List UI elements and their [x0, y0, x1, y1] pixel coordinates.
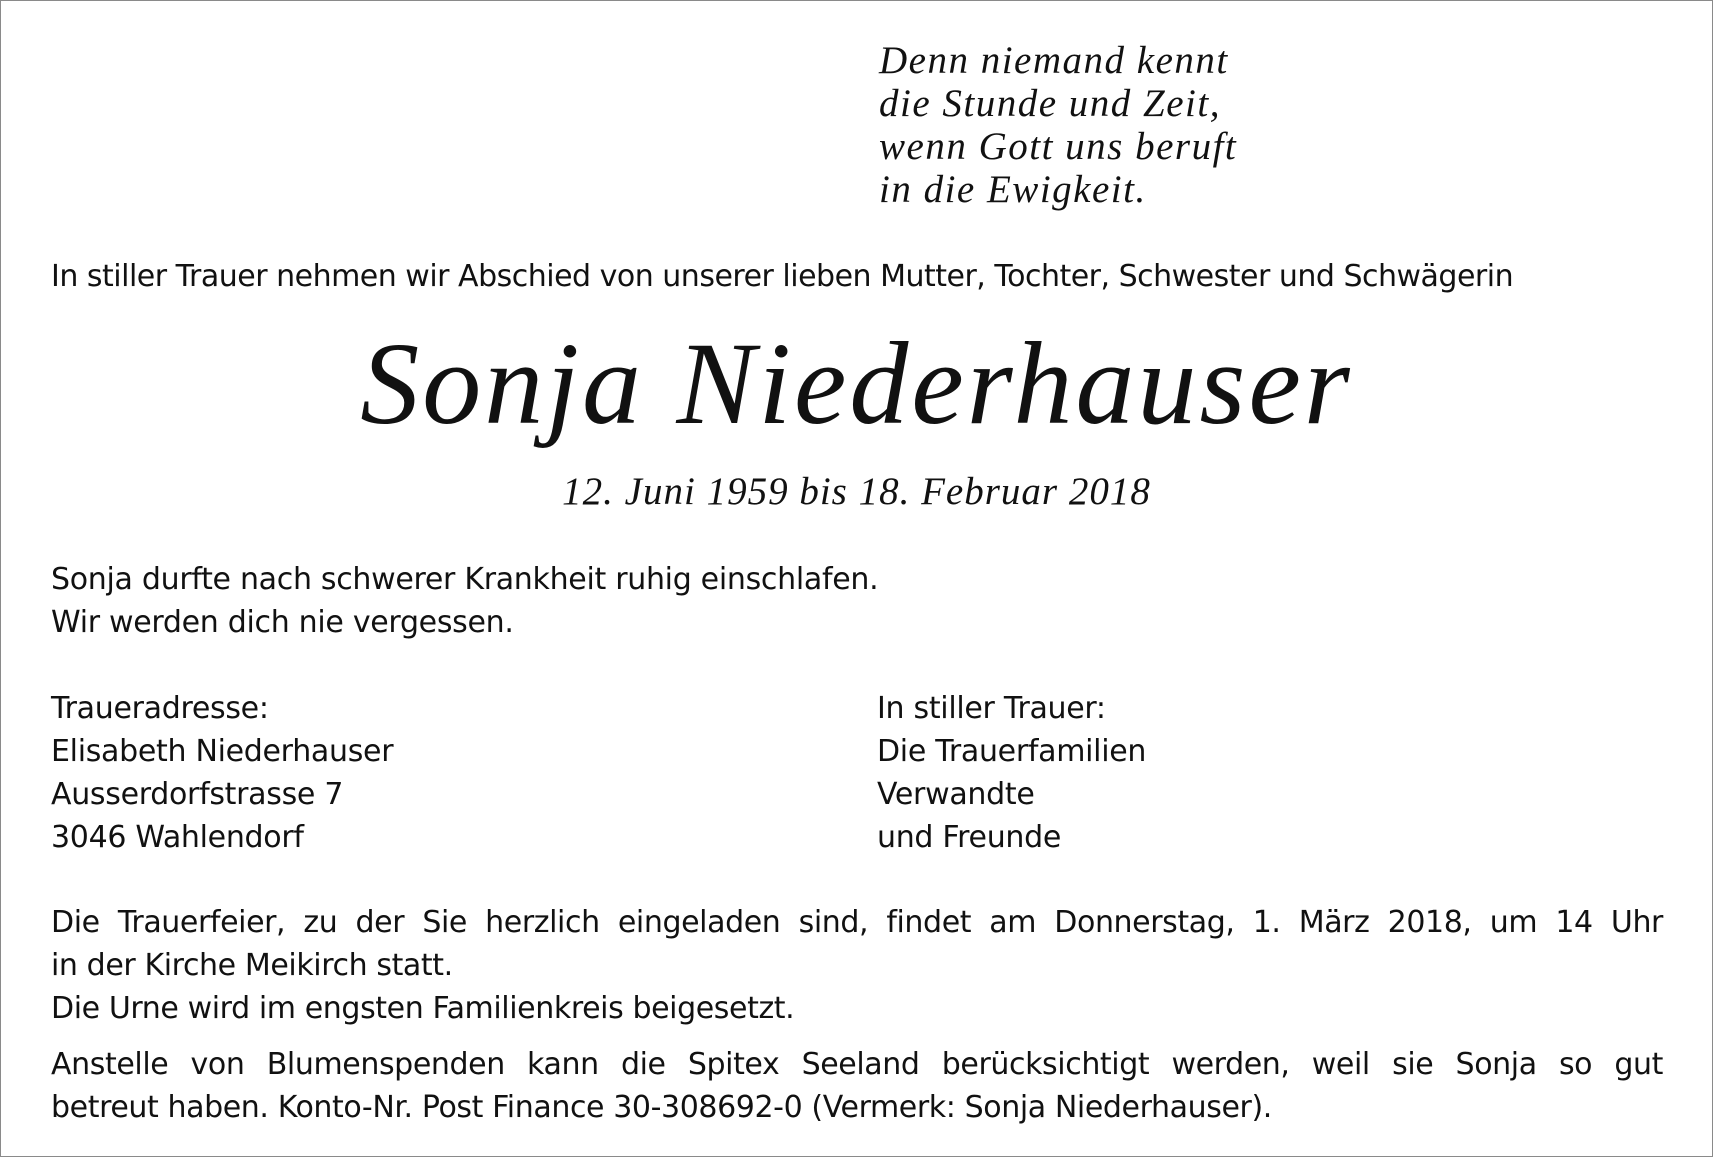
- poem-line: die Stunde und Zeit,: [879, 82, 1221, 125]
- deceased-name: Sonja Niederhauser: [360, 318, 1353, 449]
- farewell-note: [51, 558, 878, 644]
- address-line: Elisabeth Niederhauser: [51, 734, 394, 769]
- poem-line: Denn niemand kennt: [879, 39, 1229, 82]
- mourners-line: und Freunde: [877, 820, 1062, 855]
- donation-line: betreut haben. Konto-Nr. Post Finance 30-308692-0 (Vermerk: Sonja Niederhauser).: [51, 1090, 1272, 1125]
- ceremony-info: [51, 901, 1663, 1030]
- poem-line: wenn Gott uns beruft: [879, 125, 1238, 168]
- address-line: 3046 Wahlendorf: [51, 820, 304, 855]
- note-line: Sonja durfte nach schwerer Krankheit ruhig einschlafen.: [51, 562, 879, 597]
- address-line: Ausserdorfstrasse 7: [51, 777, 344, 812]
- mourners-list: [877, 687, 1146, 859]
- poem-line: in die Ewigkeit.: [879, 168, 1147, 211]
- ceremony-line: Die Urne wird im engsten Familienkreis beigesetzt.: [51, 991, 795, 1026]
- ceremony-line: in der Kirche Meikirch statt.: [51, 948, 453, 983]
- mourning-address: [51, 687, 393, 859]
- note-line: Wir werden dich nie vergessen.: [51, 605, 514, 640]
- mourners-heading: In stiller Trauer:: [877, 691, 1106, 726]
- mourners-line: Die Trauerfamilien: [877, 734, 1147, 769]
- mourners-line: Verwandte: [877, 777, 1035, 812]
- poem-verse: [879, 39, 1439, 211]
- ceremony-line: Die Trauerfeier, zu der Sie herzlich eingeladen sind, findet am Donnerstag, 1. März 2018, um 14 Uhr: [51, 905, 1663, 940]
- intro-text: In stiller Trauer nehmen wir Abschied von unserer lieben Mutter, Tochter, Schwester und Schwägerin: [51, 259, 1514, 294]
- address-heading: Traueradresse:: [51, 691, 269, 726]
- donation-info: [51, 1043, 1663, 1129]
- donation-line: Anstelle von Blumenspenden kann die Spitex Seeland berücksichtigt werden, weil sie Sonja so gut: [51, 1047, 1663, 1082]
- life-dates: 12. Juni 1959 bis 18. Februar 2018: [562, 470, 1151, 513]
